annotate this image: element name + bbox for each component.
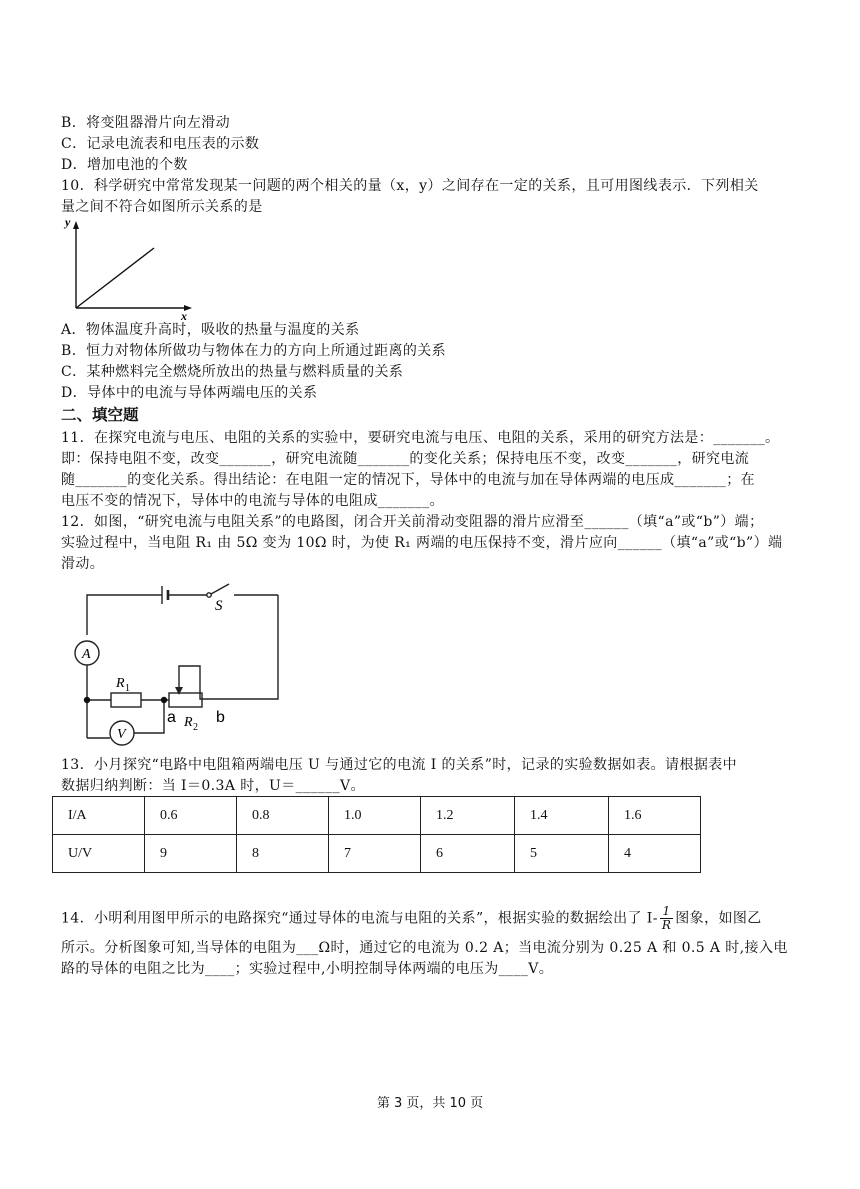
table-cell: 7 [329, 835, 421, 873]
table-cell: 1.4 [515, 797, 609, 835]
r1-label: R [116, 676, 125, 691]
r2-label: R [184, 715, 193, 730]
junction-left [84, 697, 90, 703]
q10-option-a: A．物体温度升高时，吸收的热量与温度的关系 [61, 322, 360, 338]
table-cell: 1.6 [609, 797, 701, 835]
q12-circuit-diagram [66, 583, 296, 751]
r1-subscript: 1 [125, 683, 130, 694]
fraction-one-over-r [660, 905, 673, 932]
q10-stem-line2: 量之间不符合如图所示关系的是 [61, 199, 263, 215]
switch-lever [211, 584, 229, 594]
x-axis-label: x [181, 309, 187, 322]
junction-right [161, 697, 167, 703]
section-heading-fill-blank: 二、填空题 [61, 406, 139, 424]
q9-option-d: D．增加电池的个数 [61, 157, 188, 173]
q12-line1: 12．如图，“研究电流与电阻关系”的电路图，闭合开关前滑动变阻器的滑片应滑至______（填“a”或“b”）端； [61, 514, 764, 530]
table-header-current: I/A [53, 797, 145, 835]
q14-line3: 路的导体的电阻之比为____；实验过程中,小明控制导体两端的电压为____V。 [61, 961, 554, 977]
q11-line2: 即：保持电阻不变，改变_______，研究电流随_______的变化关系；保持电压不变，改变_______，研究电流 [61, 451, 750, 467]
table-cell: 5 [515, 835, 609, 873]
proportional-line [76, 248, 154, 308]
table-header-voltage: U/V [53, 835, 145, 873]
table-row-current [53, 797, 701, 835]
y-axis-label: y [65, 215, 71, 229]
q10-option-b: B．恒力对物体所做功与物体在力的方向上所通过距离的关系 [61, 343, 447, 359]
voltmeter-label: V [117, 727, 126, 742]
fraction-numerator: 1 [660, 905, 673, 919]
q13-data-table [52, 796, 701, 873]
q10-option-d: D．导体中的电流与导体两端电压的关系 [61, 385, 318, 401]
table-cell: 4 [609, 835, 701, 873]
wire-top-left [87, 595, 162, 635]
switch-label: S [215, 598, 223, 614]
r2-subscript: 2 [193, 722, 198, 733]
q14-line1-end: 图象，如图乙 [675, 910, 762, 927]
q13-line2: 数据归纳判断：当 I＝0.3A 时，U＝______V。 [61, 778, 365, 794]
q10-stem-line1: 10．科学研究中常常发现某一问题的两个相关的量（x，y）之间存在一定的关系，且可用图线表示．下列相关 [61, 178, 759, 194]
q11-line4: 电压不变的情况下，导体中的电流与导体的电阻成_______。 [61, 493, 444, 509]
rheostat-r2 [169, 693, 202, 707]
table-cell: 8 [237, 835, 329, 873]
q9-option-c: C．记录电流表和电压表的示数 [61, 136, 260, 152]
q10-linear-graph [62, 215, 197, 322]
q13-line1: 13．小月探究“电路中电阻箱两端电压 U 与通过它的电流 I 的关系”时，记录的实验数据如表。请根据表中 [61, 757, 738, 773]
table-cell: 1.2 [421, 797, 515, 835]
slider-arrow [175, 687, 183, 695]
q14-line2: 所示。分析图象可知,当导体的电阻为___Ω时，通过它的电流为 0.2 A；当电流分别为 0.25 A 和 0.5 A 时,接入电 [61, 940, 788, 956]
table-row-voltage [53, 835, 701, 873]
q14-line1 [61, 905, 762, 932]
q10-option-c: C．某种燃料完全燃烧所放出的热量与燃料质量的关系 [61, 364, 404, 380]
wire-voltmeter-right [134, 700, 164, 733]
table-cell: 0.8 [237, 797, 329, 835]
table-cell: 6 [421, 835, 515, 873]
table-cell: 1.0 [329, 797, 421, 835]
q12-line2: 实验过程中，当电阻 R₁ 由 5Ω 变为 10Ω 时，为使 R₁ 两端的电压保持不变，滑片应向______（填“a”或“b”）端 [61, 535, 783, 551]
table-cell: 9 [145, 835, 237, 873]
rheostat-end-a: a [167, 709, 176, 726]
q11-line1: 11．在探究电流与电压、电阻的关系的实验中，要研究电流与电压、电阻的关系，采用的研究方法是：_______。 [61, 430, 780, 446]
resistor-r1 [111, 693, 141, 707]
q14-line1-start: 14．小明利用图甲所示的电路探究“通过导体的电流与电阻的关系”，根据实验的数据绘出了 I- [61, 910, 658, 927]
switch-contact-left [207, 593, 211, 597]
table-cell: 0.6 [145, 797, 237, 835]
fraction-denominator: R [661, 918, 672, 932]
ammeter-label: A [82, 647, 91, 662]
q11-line3: 随_______的变化关系。得出结论：在电阻一定的情况下，导体中的电流与加在导体两端的电压成_______；在 [61, 472, 755, 488]
q9-option-b: B．将变阻器滑片向左滑动 [61, 115, 231, 131]
rheostat-end-b: b [216, 709, 225, 726]
wire-slider-return [179, 595, 278, 699]
page-number-footer: 第 3 页，共 10 页 [376, 1096, 484, 1111]
q12-line3: 滑动。 [61, 556, 105, 572]
y-axis-arrow [73, 221, 79, 229]
